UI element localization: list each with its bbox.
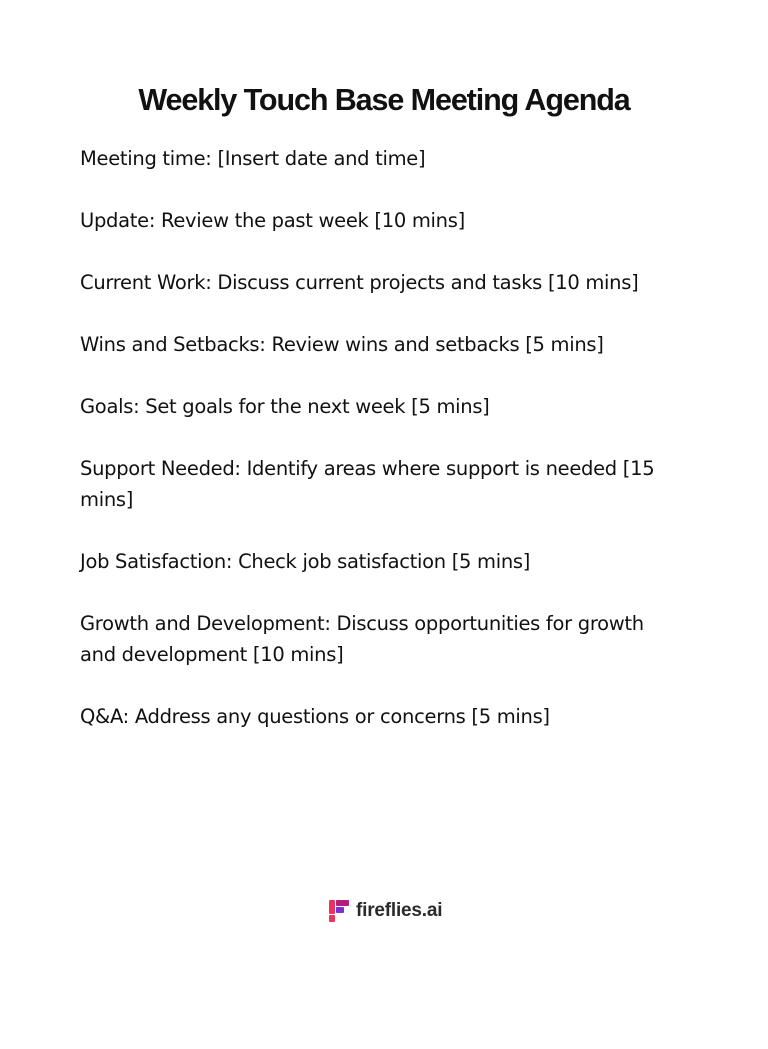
agenda-item-wins-setbacks: Wins and Setbacks: Review wins and setbacks [5 mins] (80, 333, 604, 356)
page-title: Weekly Touch Base Meeting Agenda (138, 83, 630, 117)
brand-name: fireflies.ai (356, 900, 443, 921)
agenda-item-meeting-time: Meeting time: [Insert date and time] (80, 147, 426, 170)
agenda-item-goals: Goals: Set goals for the next week [5 mins] (80, 395, 490, 418)
brand-footer (329, 899, 442, 923)
agenda-item-job-satisfaction: Job Satisfaction: Check job satisfaction [5 mins] (80, 550, 531, 573)
agenda-list (80, 143, 680, 763)
agenda-item-support-needed: Support Needed: Identify areas where support is needed [15 mins] (80, 457, 655, 511)
agenda-item-qa: Q&A: Address any questions or concerns [5 mins] (80, 705, 550, 728)
agenda-item-current-work: Current Work: Discuss current projects and tasks [10 mins] (80, 271, 639, 294)
agenda-item-growth-development: Growth and Development: Discuss opportunities for growth and development [10 mins] (80, 612, 644, 666)
agenda-item-update: Update: Review the past week [10 mins] (80, 209, 465, 232)
fireflies-logo-icon (329, 900, 349, 922)
